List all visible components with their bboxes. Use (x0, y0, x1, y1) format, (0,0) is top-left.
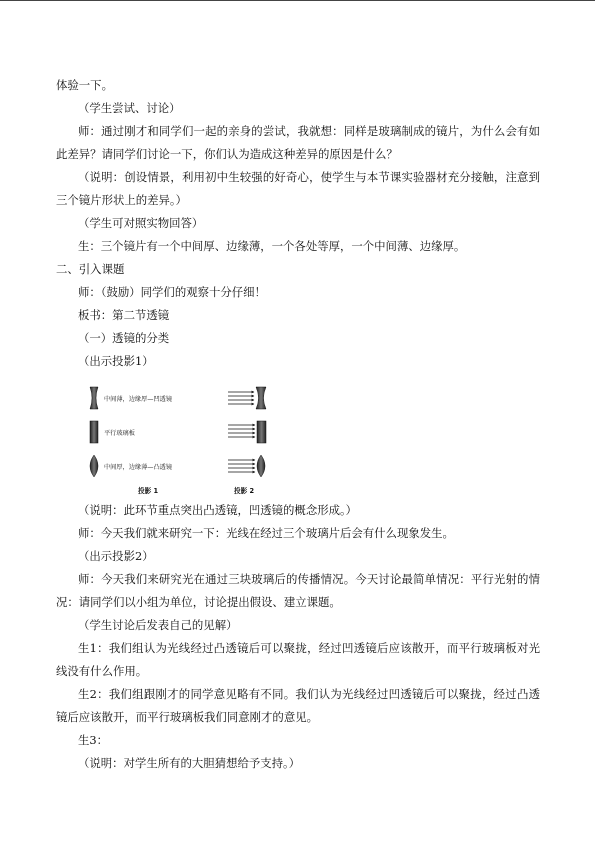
paragraph: 师：（鼓励）同学们的观察十分仔细！ (78, 285, 266, 299)
lens-projection-figure (56, 377, 540, 497)
paragraph: （说明：此环节重点突出凸透镜，凹透镜的概念形成。） (78, 503, 358, 517)
paragraph: 生1：我们组认为光线经过凸透镜后可以聚拢，经过凹透镜后应该散开，而平行玻璃板对光线没有什么作用。 (56, 641, 540, 678)
paragraph: 师：今天我们来研究光在通过三块玻璃后的传播情况。今天讨论最简单情况：平行光射的情况：请同学们以小组为单位，讨论提出假设、建立课题。 (56, 572, 540, 609)
paragraph: （说明：对学生所有的大胆猜想给予支持。） (78, 756, 301, 770)
concave-lens-shape (90, 387, 98, 409)
plate-glass-shape (90, 421, 98, 443)
page-top-border (0, 0, 595, 1)
paragraph: 师：今天我们就来研究一下：光线在经过三个玻璃片后会有什么现象发生。 (78, 526, 454, 540)
caption-projection-1: 投影 1 (138, 487, 159, 495)
paragraph: 体验一下。 (56, 78, 113, 92)
paragraph: （学生可对照实物回答） (78, 216, 204, 230)
projection2-concave (228, 392, 254, 404)
paragraph: （出示投影2） (78, 549, 154, 563)
paragraph: 生：三个镜片有一个中间厚、边缘薄，一个各处等厚，一个中间薄、边缘厚。 (78, 239, 466, 253)
paragraph: （说明：创设情景，利用初中生较强的好奇心，使学生与本节课实验器材充分接触，注意到三个镜片形状上的差异。） (56, 170, 540, 207)
paragraph: （出示投影1） (78, 354, 154, 368)
paragraph: 生3： (78, 733, 109, 747)
caption-projection-2: 投影 2 (234, 487, 255, 495)
paragraph: （学生尝试、讨论） (78, 101, 181, 115)
paragraph: 生2：我们组跟刚才的同学意见略有不同。我们认为光线经过凹透镜后可以聚拢，经过凸透镜后应该散开，而平行玻璃板我们同意刚才的意见。 (56, 687, 540, 724)
projection2-plate (228, 425, 255, 437)
document-body (56, 74, 540, 775)
subsection-heading: （一）透镜的分类 (78, 331, 170, 345)
section-heading: 二、引入课题 (56, 262, 125, 276)
convex-lens-shape (90, 455, 98, 477)
paragraph: 板书：第二节透镜 (78, 308, 170, 322)
convex-label: 中间厚，边缘薄—凸透镜 (104, 464, 173, 471)
concave-label: 中间薄，边缘厚—凹透镜 (104, 396, 173, 403)
plate-label: 平行玻璃板 (104, 430, 135, 437)
lens-diagram (56, 377, 296, 497)
projection2-convex (228, 460, 255, 472)
paragraph: 师：通过刚才和同学们一起的亲身的尝试，我就想：同样是玻璃制成的镜片，为什么会有如此差异？请同学们讨论一下，你们认为造成这种差异的原因是什么？ (56, 124, 540, 161)
paragraph: （学生讨论后发表自己的见解） (78, 618, 238, 632)
